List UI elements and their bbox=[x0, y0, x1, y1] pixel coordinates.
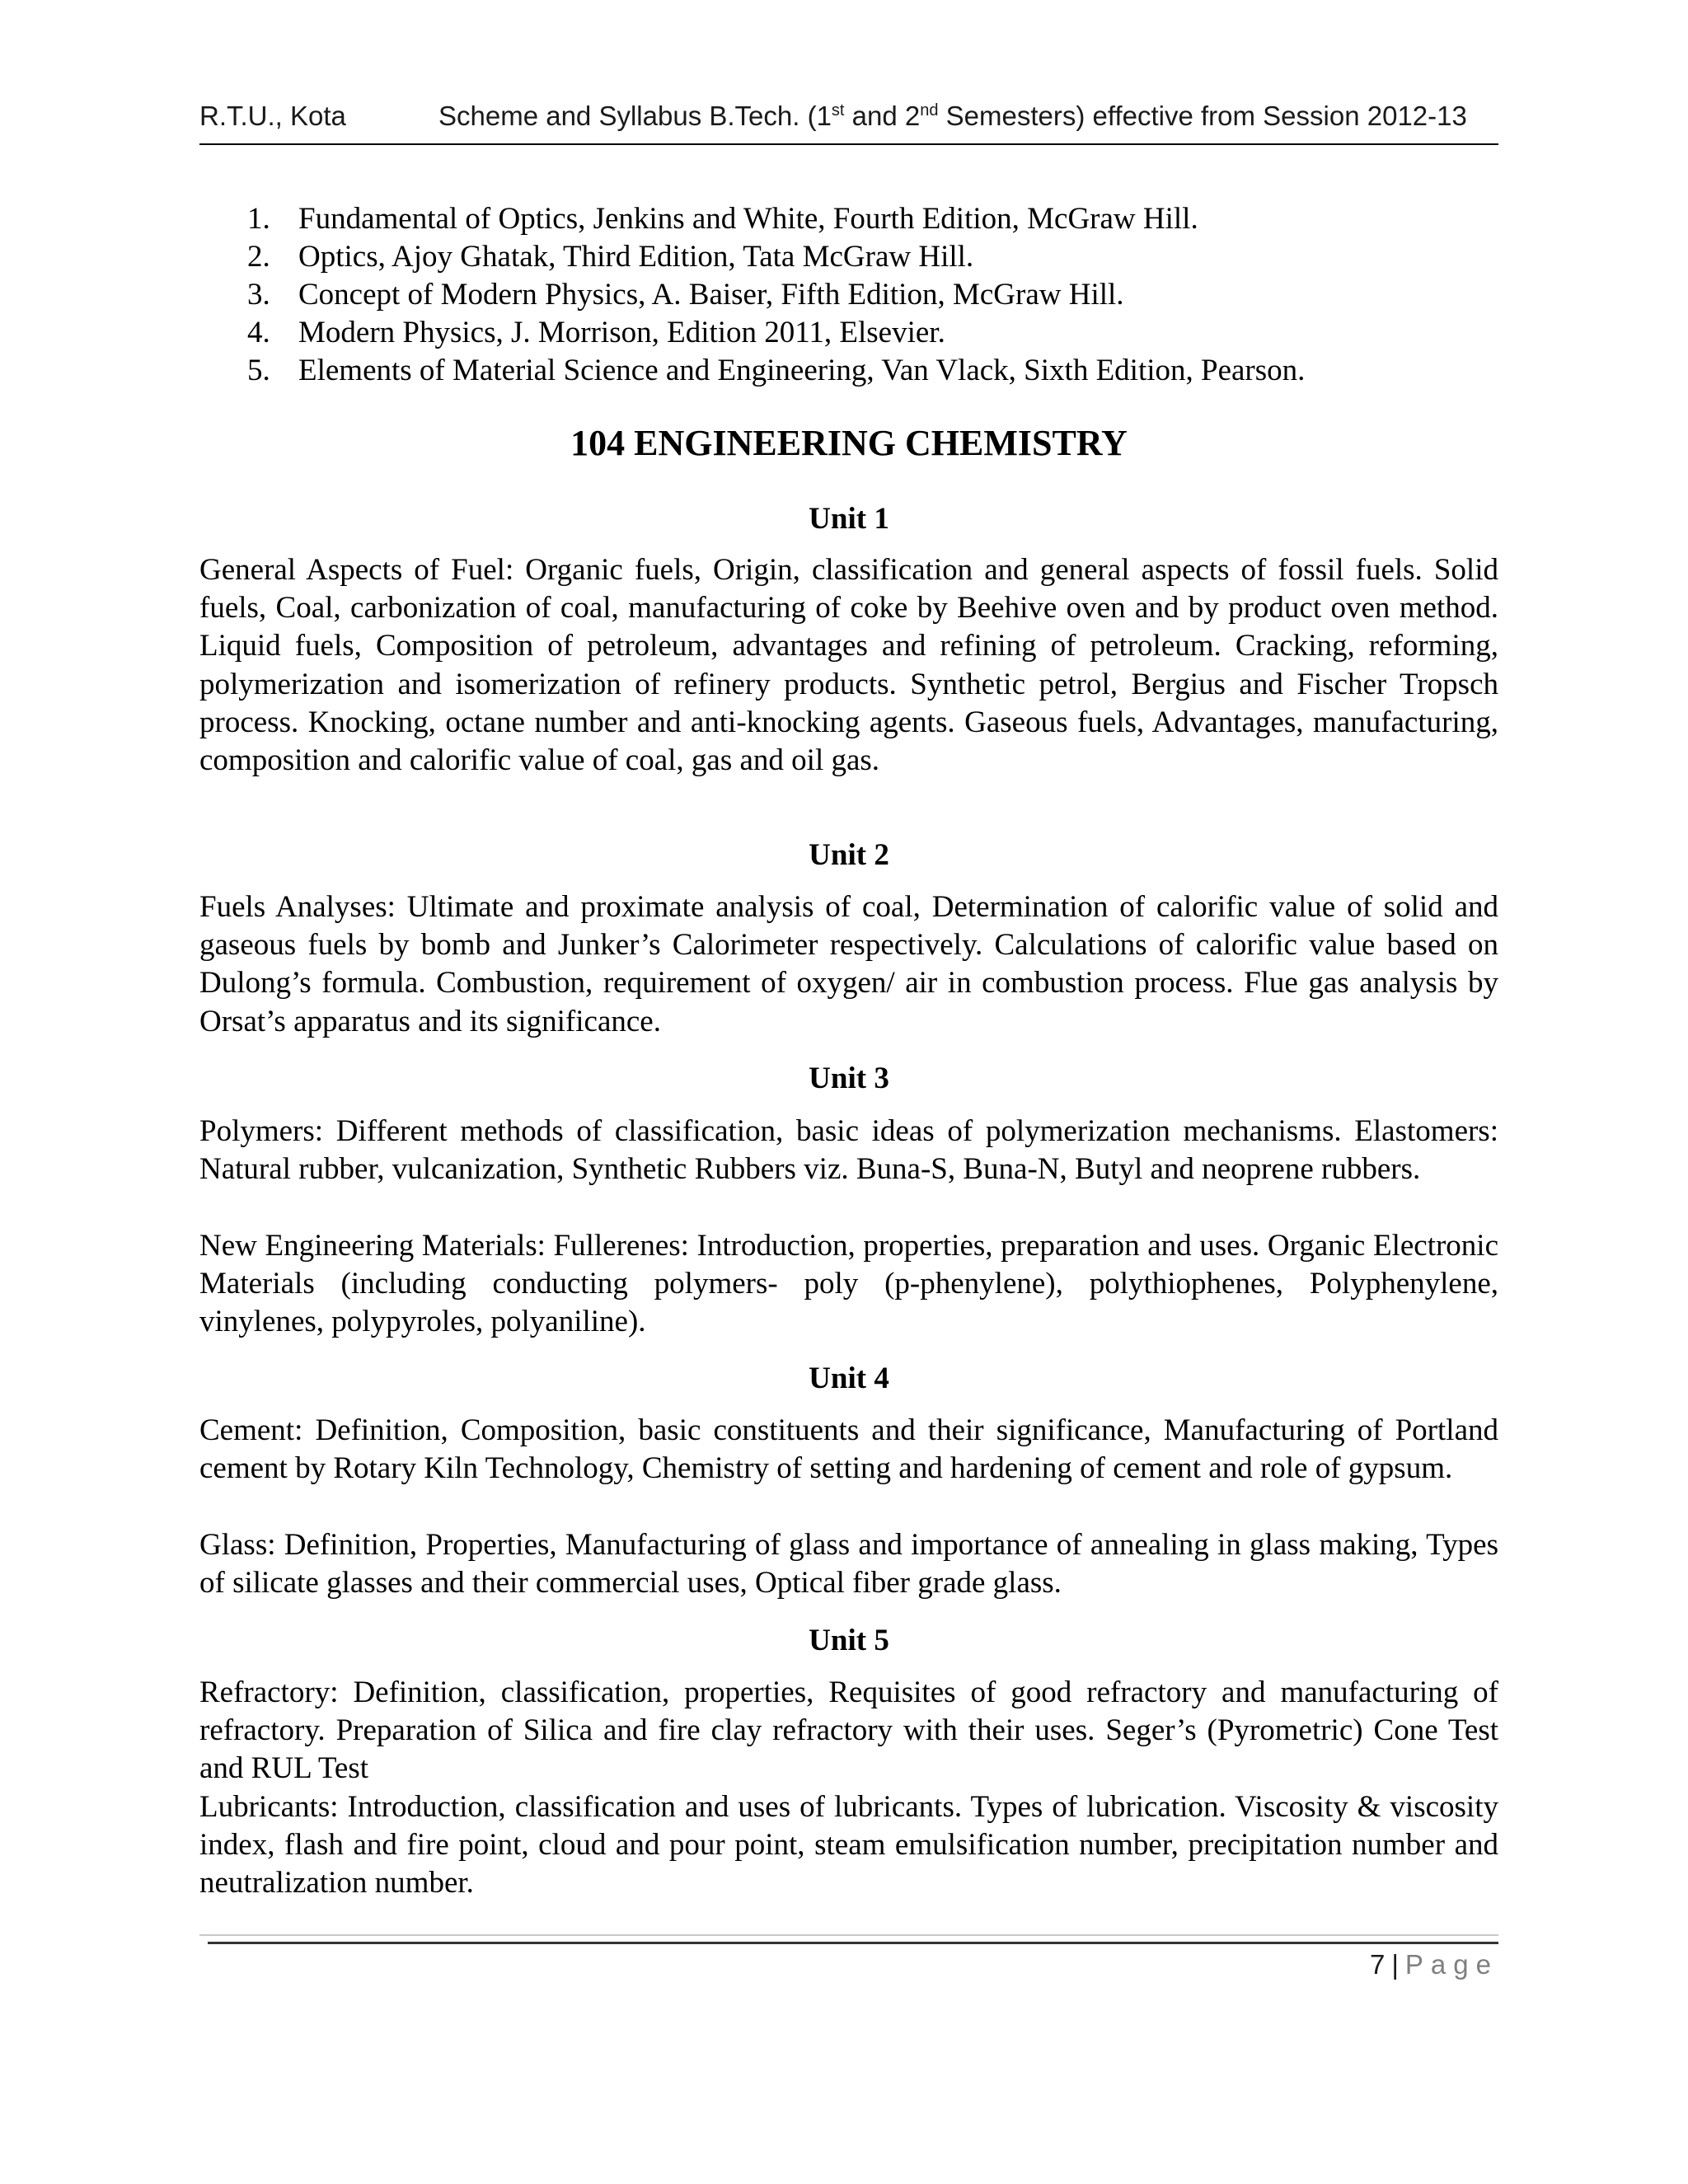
page-label: Page bbox=[1404, 1949, 1498, 1980]
unit-1-paragraph-1: General Aspects of Fuel: Organic fuels, Origin, classification and general aspects of fossil fuels. Solid fuels, Coal, carbonization of coal, manufacturing of coke by Beehive oven and by product oven method. Liquid fuels, Composition of petroleum, advantages and refining of petroleum. Cracking, reforming, polymerization and isomerization of refinery products. Synthetic petrol, Bergius and Fischer Tropsch process. Knocking, octane number and anti-knocking agents. Gaseous fuels, Advantages, manufacturing, composition and calorific value of coal, gas and oil gas. bbox=[199, 553, 1498, 778]
page-header bbox=[199, 94, 1498, 145]
reference-item bbox=[199, 352, 1498, 390]
unit-4-paragraph-1: Cement: Definition, Composition, basic constituents and their significance, Manufacturing of Portland cement by Rotary Kiln Technology, Chemistry of setting and hardening of cement and role of gypsum. bbox=[199, 1413, 1498, 1486]
page-number: 7 bbox=[1369, 1949, 1386, 1980]
reference-text: Concept of Modern Physics, A. Baiser, Fifth Edition, McGraw Hill. bbox=[298, 278, 1124, 312]
footer-separator: | bbox=[1391, 1949, 1399, 1980]
unit-2-title: Unit 2 bbox=[809, 838, 889, 872]
reference-item bbox=[199, 276, 1498, 314]
reference-text: Modern Physics, J. Morrison, Edition 2011, Elsevier. bbox=[298, 316, 945, 349]
reference-text: Fundamental of Optics, Jenkins and White, Fourth Edition, McGraw Hill. bbox=[298, 202, 1198, 236]
reference-item bbox=[199, 314, 1498, 352]
reference-number: 2. bbox=[247, 240, 270, 274]
unit-3-paragraph-1: Polymers: Different methods of classification, basic ideas of polymerization mechanisms. Elastomers: Natural rubber, vulcanization, Synthetic Rubbers viz. Buna-S, Buna-N, Butyl and neoprene rubbers. bbox=[199, 1114, 1498, 1187]
header-title-part: Semesters) effective from Session 2012-13 bbox=[938, 101, 1467, 131]
header-title bbox=[438, 101, 1467, 132]
header-rule bbox=[199, 143, 1498, 145]
header-institution: R.T.U., Kota bbox=[199, 101, 346, 131]
header-title-part: and 2 bbox=[844, 101, 921, 131]
unit-4-paragraph-2: Glass: Definition, Properties, Manufacturing of glass and importance of annealing in glass making, Types of silicate glasses and their commercial uses, Optical fiber grade glass. bbox=[199, 1528, 1498, 1601]
reference-list bbox=[199, 200, 1498, 390]
header-title-part: Scheme and Syllabus B.Tech. (1 bbox=[438, 101, 832, 131]
unit-5-title: Unit 5 bbox=[809, 1624, 889, 1657]
reference-number: 3. bbox=[247, 278, 270, 312]
unit-4-title: Unit 4 bbox=[809, 1361, 889, 1395]
reference-text: Optics, Ajoy Ghatak, Third Edition, Tata McGraw Hill. bbox=[298, 240, 974, 274]
unit-5-paragraph-1: Refractory: Definition, classification, properties, Requisites of good refractory and manufacturing of refractory. Preparation of Silica and fire clay refractory with their uses. Seger’s (Pyrometric) Cone Test and RUL Test bbox=[199, 1675, 1498, 1786]
reference-text: Elements of Material Science and Engineering, Van Vlack, Sixth Edition, Pearson. bbox=[298, 354, 1306, 387]
reference-item bbox=[199, 200, 1498, 238]
reference-item bbox=[199, 238, 1498, 276]
header-superscript: nd bbox=[920, 101, 939, 120]
unit-3-title: Unit 3 bbox=[809, 1062, 889, 1095]
reference-number: 1. bbox=[247, 202, 270, 236]
reference-number: 5. bbox=[247, 354, 270, 387]
reference-number: 4. bbox=[247, 316, 270, 349]
course-title: 104 ENGINEERING CHEMISTRY bbox=[570, 423, 1128, 463]
unit-1-title: Unit 1 bbox=[809, 502, 889, 536]
header-superscript: st bbox=[831, 101, 845, 120]
unit-2-paragraph-1: Fuels Analyses: Ultimate and proximate analysis of coal, Determination of calorific value of solid and gaseous fuels by bomb and Junker’s Calorimeter respectively. Calculations of calorific value based on Dulong’s formula. Combustion, requirement of oxygen/ air in combustion process. Flue gas analysis by Orsat’s apparatus and its significance. bbox=[199, 890, 1498, 1038]
footer-rule-shadow bbox=[199, 1934, 1498, 1936]
page-footer bbox=[1370, 1947, 1498, 1983]
footer-rule bbox=[208, 1942, 1498, 1944]
unit-3-paragraph-2: New Engineering Materials: Fullerenes: Introduction, properties, preparation and uses. Organic Electronic Materials (including conducting polymers- poly (p-phenylene), polythiophenes, Polyphenylene, vinylenes, polypyroles, polyaniline). bbox=[199, 1229, 1498, 1339]
unit-5-paragraph-2: Lubricants: Introduction, classification and uses of lubricants. Types of lubrication. Viscosity & viscosity index, flash and fire point, cloud and pour point, steam emulsification number, precipitation number and neutralization number. bbox=[199, 1790, 1498, 1900]
